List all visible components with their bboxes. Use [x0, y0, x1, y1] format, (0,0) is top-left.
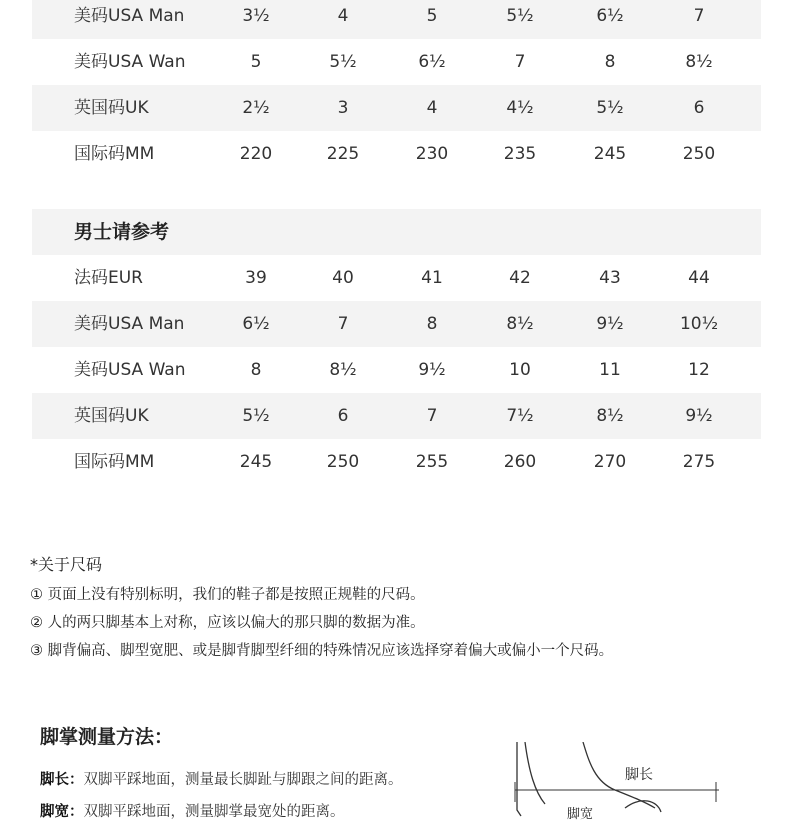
row-label: 英国码UK	[74, 98, 149, 118]
table-row	[32, 0, 761, 39]
size-cell: 40	[332, 268, 354, 288]
size-cell: 7	[514, 52, 526, 72]
size-cell: 9½	[418, 360, 446, 380]
table-row	[32, 39, 761, 85]
notes-title: *关于尺码	[30, 555, 103, 574]
size-cell: 275	[682, 452, 716, 472]
row-label: 美码USA Man	[74, 314, 185, 334]
width-text: 双脚平踩地面，测量脚掌最宽处的距离。	[83, 804, 345, 820]
size-cell: 43	[599, 268, 621, 288]
size-cell: 245	[593, 144, 627, 164]
size-cell: 3	[337, 98, 349, 118]
size-cell: 4½	[506, 98, 534, 118]
table-row	[32, 255, 761, 301]
size-cell: 10	[509, 360, 531, 380]
size-cell: 230	[415, 144, 449, 164]
size-cell: 3½	[242, 6, 270, 26]
size-cell: 8	[604, 52, 616, 72]
size-cell: 8½	[685, 52, 713, 72]
row-label: 国际码MM	[74, 144, 155, 164]
size-cell: 6½	[596, 6, 624, 26]
size-cell: 255	[415, 452, 449, 472]
measure-length-line	[40, 768, 403, 789]
row-label: 国际码MM	[74, 452, 155, 472]
foot-diagram	[505, 742, 735, 822]
size-cell: 235	[503, 144, 537, 164]
men-table-header	[32, 209, 761, 255]
size-cell: 42	[509, 268, 531, 288]
size-cell: 41	[421, 268, 443, 288]
note-line-1: ① 页面上没有特别标明，我们的鞋子都是按照正规鞋的尺码。	[30, 587, 425, 603]
size-cell: 8½	[329, 360, 357, 380]
row-label: 美码USA Wan	[74, 360, 186, 380]
width-label: 脚宽：	[40, 804, 84, 820]
women-size-table	[32, 0, 761, 177]
size-cell: 9½	[685, 406, 713, 426]
size-cell: 225	[326, 144, 360, 164]
size-cell: 6½	[418, 52, 446, 72]
row-label: 美码USA Man	[74, 6, 185, 26]
size-cell: 250	[682, 144, 716, 164]
table-row	[32, 393, 761, 439]
men-table-title: 男士请参考	[74, 221, 170, 243]
size-cell: 270	[593, 452, 627, 472]
men-size-table	[32, 209, 761, 485]
size-cell: 8½	[596, 406, 624, 426]
diagram-length-label: 脚长	[625, 767, 653, 783]
size-cell: 44	[688, 268, 710, 288]
diagram-width-label: 脚宽	[567, 807, 594, 822]
size-cell: 2½	[242, 98, 270, 118]
table-row	[32, 439, 761, 485]
size-cell: 250	[326, 452, 360, 472]
size-cell: 8	[426, 314, 438, 334]
size-cell: 6	[693, 98, 705, 118]
size-cell: 39	[245, 268, 267, 288]
table-row	[32, 85, 761, 131]
measure-title: 脚掌测量方法：	[40, 726, 174, 748]
size-cell: 245	[239, 452, 273, 472]
size-cell: 5	[426, 6, 438, 26]
size-cell: 7	[337, 314, 349, 334]
size-cell: 8	[250, 360, 262, 380]
table-row	[32, 131, 761, 177]
size-cell: 6	[337, 406, 349, 426]
row-label: 美码USA Wan	[74, 52, 186, 72]
size-cell: 5½	[242, 406, 270, 426]
size-cell: 7	[693, 6, 705, 26]
size-cell: 12	[688, 360, 710, 380]
size-cell: 11	[599, 360, 621, 380]
size-cell: 6½	[242, 314, 270, 334]
size-cell: 9½	[596, 314, 624, 334]
table-row	[32, 301, 761, 347]
size-cell: 5½	[596, 98, 624, 118]
size-cell: 10½	[679, 314, 719, 334]
size-cell: 5½	[329, 52, 357, 72]
size-cell: 4	[337, 6, 349, 26]
size-notes	[30, 552, 613, 665]
table-row	[32, 347, 761, 393]
note-line-3: ③ 脚背偏高、脚型宽肥、或是脚背脚型纤细的特殊情况应该选择穿着偏大或偏小一个尺码。	[30, 643, 614, 659]
size-cell: 220	[239, 144, 273, 164]
row-label: 法码EUR	[74, 268, 143, 288]
note-line-2: ② 人的两只脚基本上对称，应该以偏大的那只脚的数据为准。	[30, 615, 425, 631]
length-label: 脚长：	[40, 772, 84, 788]
size-cell: 260	[503, 452, 537, 472]
length-text: 双脚平踩地面，测量最长脚趾与脚跟之间的距离。	[83, 772, 403, 788]
size-cell: 4	[426, 98, 438, 118]
size-cell: 5	[250, 52, 262, 72]
size-cell: 8½	[506, 314, 534, 334]
size-cell: 7	[426, 406, 438, 426]
size-cell: 7½	[506, 406, 534, 426]
row-label: 英国码UK	[74, 406, 149, 426]
size-cell: 5½	[506, 6, 534, 26]
measure-section	[40, 722, 403, 820]
